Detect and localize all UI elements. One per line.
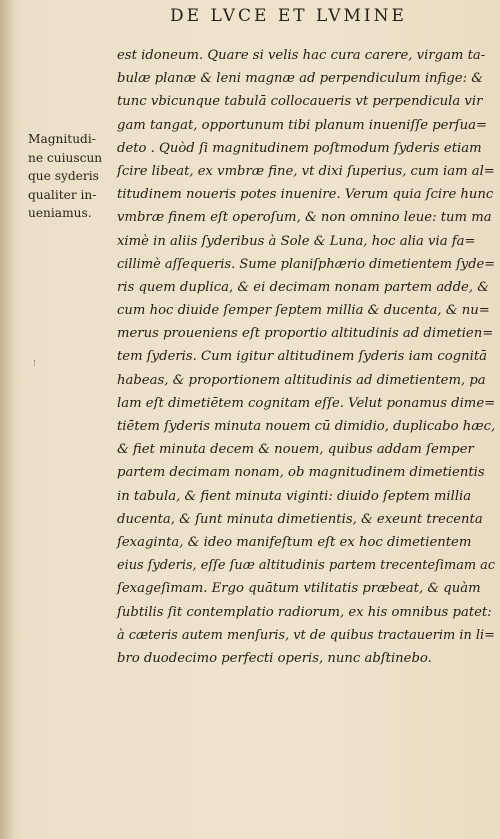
margin-note-line: ueniamus.: [28, 206, 92, 221]
text-line: tem ſyderis. Cum igitur altitudinem ſyderis iam cognitā: [117, 349, 488, 365]
text-line: à cæteris autem menſuris, vt de quibus tractauerim in li=: [117, 627, 495, 643]
text-line: titudinem noueris potes inuenire. Verum quia ſcire hunc: [117, 187, 494, 203]
text-line: eius ſyderis, eſſe ſuæ altitudinis partem trecenteſimam ac: [117, 558, 496, 574]
text-line: & fiet minuta decem & nouem, quibus addam ſemper: [117, 442, 474, 458]
text-line: partem decimam nonam, ob magnitudinem dimetientis: [117, 465, 485, 481]
text-line: cum hoc diuide ſemper ſeptem millia & ducenta, & nu=: [117, 303, 490, 319]
main-text-block: [117, 44, 495, 670]
text-line: ximè in aliis ſyderibus à Sole & Luna, hoc alia via fa=: [117, 233, 476, 249]
text-line: ſubtilis ſit contemplatio radiorum, ex his omnibus patet:: [117, 604, 492, 620]
margin-note-line: que syderis: [28, 169, 99, 184]
text-line: habeas, & proportionem altitudinis ad dimetientem, pa: [117, 372, 486, 388]
text-line: cillimè aſſequeris. Sume planiſphærio dimetientem ſyde=: [117, 256, 496, 272]
text-line: ducenta, & ſunt minuta dimetientis, & exeunt trecenta: [117, 511, 483, 527]
text-line: deto . Quòd ſi magnitudinem poſtmodum ſyderis etiam: [117, 140, 482, 156]
margin-note: [28, 130, 118, 223]
text-line: bulæ planæ & leni magnæ ad perpendiculum infige: &: [117, 71, 483, 87]
text-line: ſexageſimam. Ergo quātum vtilitatis præbeat, & quàm: [117, 581, 481, 597]
margin-note-line: qualiter in-: [28, 187, 97, 202]
text-line: est idoneum. Quare si velis hac cura carere, virgam ta-: [117, 48, 486, 63]
text-line: gam tangat, opportunum tibi planum inueniſſe perſua=: [117, 117, 488, 133]
text-line: ſcire libeat, ex vmbræ fine, vt dixi ſuperius, cum iam al=: [117, 163, 495, 179]
text-line: merus proueniens eſt proportio altitudinis ad dimetien=: [117, 326, 494, 342]
text-line: ris quem duplica, & ei decimam nonam partem adde, &: [117, 279, 489, 295]
text-line: ſexaginta, & ideo manifeſtum eſt ex hoc dimetientem: [117, 534, 472, 550]
text-line: in tabula, & fient minuta viginti: diuido ſeptem millia: [117, 488, 472, 504]
text-line: vmbræ finem eſt operoſum, & non omnino leue: tum ma: [117, 210, 492, 226]
text-line: bro duodecimo perfecti operis, nunc abſtinebo.: [117, 650, 432, 666]
text-line: tunc vbicunque tabulā collocaueris vt perpendicula vir: [117, 94, 483, 110]
margin-note-line: ne cuiuscun: [28, 150, 103, 165]
ink-mark: [34, 360, 39, 366]
text-line: tiētem ſyderis minuta nouem cū dimidio, duplicabo hæc,: [117, 419, 496, 434]
running-head: DE LVCE ET LVMINE: [170, 6, 407, 26]
text-line: lam eſt dimetiētem cognitam eſſe. Velut ponamus dime=: [117, 395, 496, 411]
margin-note-line: Magnitudi-: [28, 132, 96, 146]
